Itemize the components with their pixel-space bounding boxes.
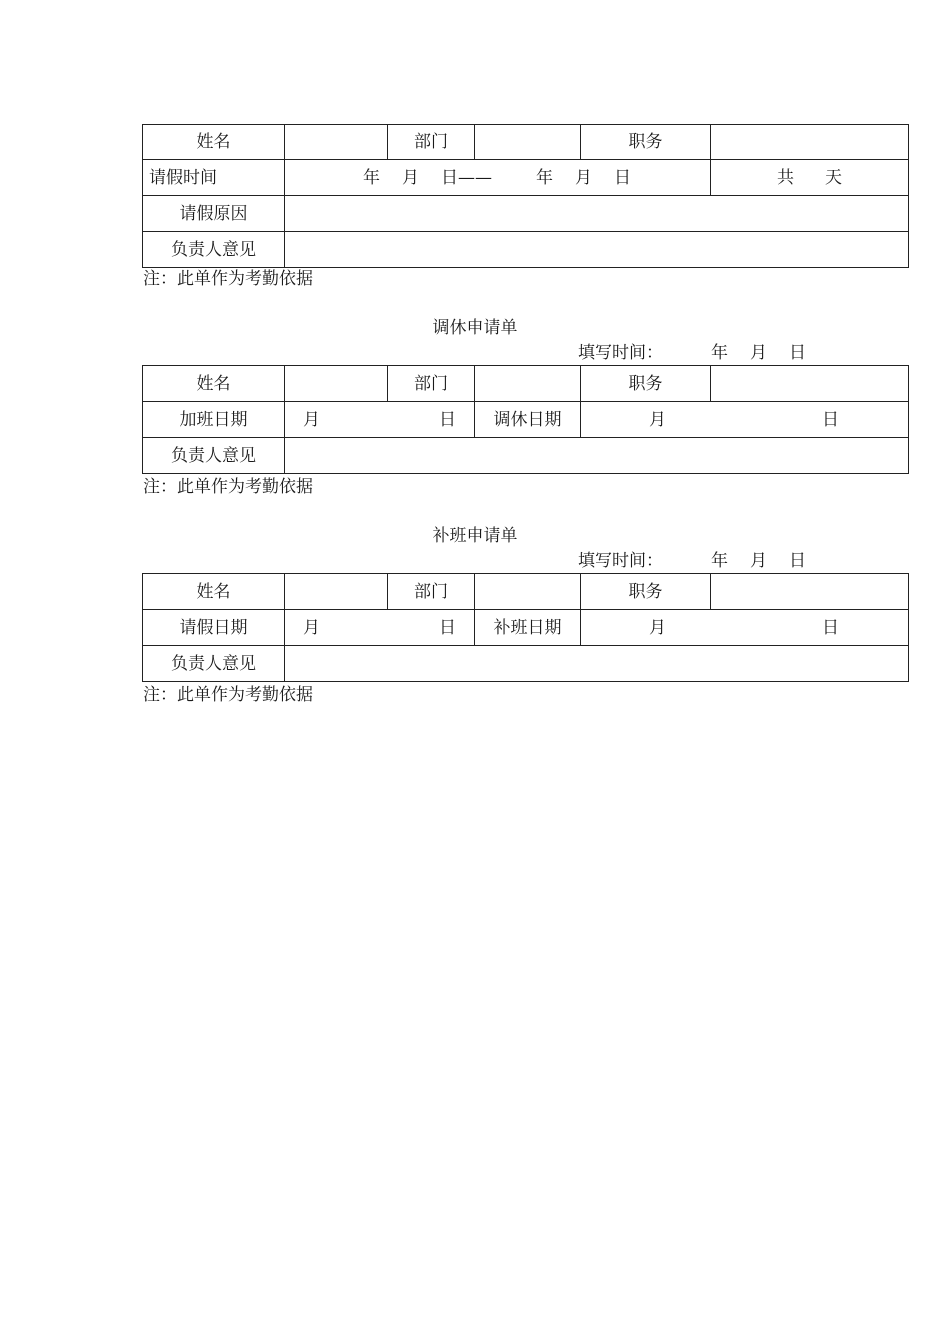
makeup-fill-time [578, 550, 806, 572]
name-field[interactable] [285, 125, 388, 160]
fill-day-unit: 日 [789, 551, 806, 571]
leave-reason-field[interactable] [285, 196, 909, 232]
compensatory-day-unit: 日 [822, 409, 839, 430]
overtime-day-unit: 日 [439, 409, 456, 430]
department-label: 部门 [388, 125, 475, 160]
position-label: 职务 [581, 574, 711, 610]
compensatory-date-label: 调休日期 [475, 402, 581, 438]
name-label: 姓名 [143, 366, 285, 402]
compensatory-fill-time [578, 342, 806, 364]
leave-start-day-unit: 日—— [441, 167, 492, 188]
supervisor-opinion-label: 负责人意见 [143, 232, 285, 268]
fill-year-unit: 年 [711, 551, 728, 571]
makeup-day-unit: 日 [822, 617, 839, 638]
name-field[interactable] [285, 366, 388, 402]
leave-end-year-unit: 年 [536, 167, 553, 188]
fill-month-unit: 月 [750, 343, 767, 363]
compensatory-form-title: 调休申请单 [432, 318, 518, 338]
fill-time-label: 填写时间： [578, 343, 663, 363]
fill-time-label: 填写时间： [578, 551, 663, 571]
leave-day-unit: 日 [439, 617, 456, 638]
makeup-form-title: 补班申请单 [432, 526, 518, 546]
department-label: 部门 [388, 574, 475, 610]
leave-start-month-unit: 月 [402, 167, 419, 188]
makeup-month-unit: 月 [649, 617, 666, 638]
position-field[interactable] [711, 574, 909, 610]
position-field[interactable] [711, 366, 909, 402]
fill-day-unit: 日 [789, 343, 806, 363]
makeup-date-field[interactable] [581, 610, 909, 646]
position-label: 职务 [581, 125, 711, 160]
leave-days-unit: 天 [825, 167, 842, 188]
department-field[interactable] [475, 366, 581, 402]
leave-time-label: 请假时间 [143, 160, 285, 196]
makeup-date-label: 补班日期 [475, 610, 581, 646]
compensatory-date-field[interactable] [581, 402, 909, 438]
makeup-form-note: 注：此单作为考勤依据 [143, 685, 313, 705]
overtime-month-unit: 月 [303, 409, 320, 430]
leave-reason-label: 请假原因 [143, 196, 285, 232]
fill-year-unit: 年 [711, 343, 728, 363]
leave-time-field[interactable] [285, 160, 711, 196]
overtime-date-label: 加班日期 [143, 402, 285, 438]
supervisor-opinion-field[interactable] [285, 438, 909, 474]
supervisor-opinion-field[interactable] [285, 646, 909, 682]
position-label: 职务 [581, 366, 711, 402]
compensatory-form-table [142, 365, 909, 474]
overtime-date-field[interactable] [285, 402, 475, 438]
position-field[interactable] [711, 125, 909, 160]
leave-date-label: 请假日期 [143, 610, 285, 646]
department-field[interactable] [475, 574, 581, 610]
supervisor-opinion-field[interactable] [285, 232, 909, 268]
makeup-form-table [142, 573, 909, 682]
leave-start-year-unit: 年 [363, 167, 380, 188]
leave-total-label: 共 [777, 167, 794, 188]
leave-form-note: 注：此单作为考勤依据 [143, 269, 313, 289]
leave-end-month-unit: 月 [575, 167, 592, 188]
department-field[interactable] [475, 125, 581, 160]
supervisor-opinion-label: 负责人意见 [143, 646, 285, 682]
compensatory-form-note: 注：此单作为考勤依据 [143, 477, 313, 497]
leave-form-table [142, 124, 909, 268]
leave-total-field[interactable] [711, 160, 909, 196]
leave-month-unit: 月 [303, 617, 320, 638]
department-label: 部门 [388, 366, 475, 402]
name-label: 姓名 [143, 574, 285, 610]
supervisor-opinion-label: 负责人意见 [143, 438, 285, 474]
compensatory-month-unit: 月 [649, 409, 666, 430]
leave-date-field[interactable] [285, 610, 475, 646]
leave-end-day-unit: 日 [614, 167, 631, 188]
name-field[interactable] [285, 574, 388, 610]
name-label: 姓名 [143, 125, 285, 160]
fill-month-unit: 月 [750, 551, 767, 571]
